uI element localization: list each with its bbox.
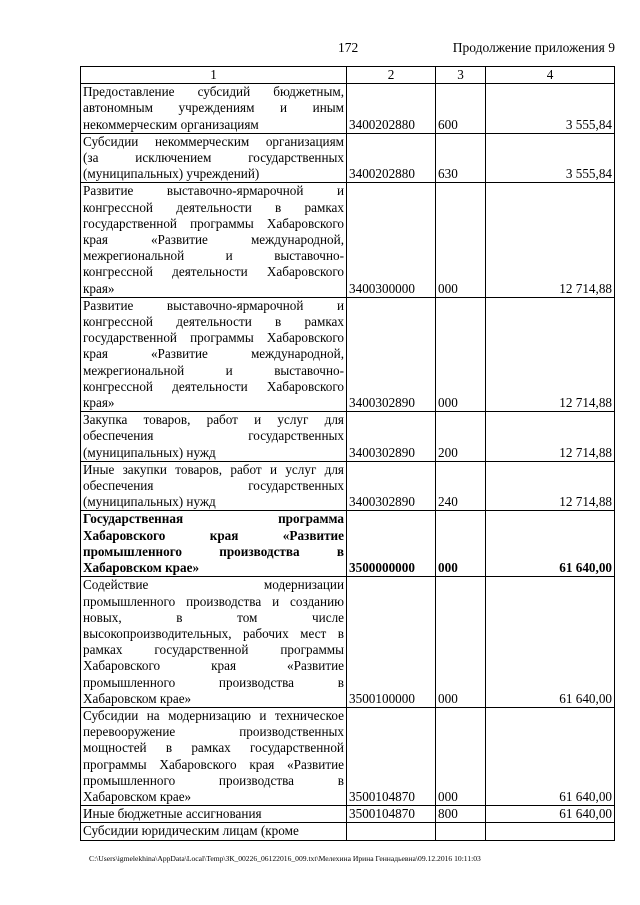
file-path-footer: C:\Users\igmelekhina\AppData\Local\Temp\ЗК_00226_06122016_009.txt\Мелехина Ирина Геннадьевна\09.12.2016 10:11:03	[89, 854, 481, 863]
amount-value: 12 714,88	[486, 412, 615, 462]
row-name-line: обеспечения государственных	[83, 478, 344, 494]
target-article-code: 3400302890	[347, 297, 436, 411]
row-name-line: Развитие выставочно-ярмарочной и	[83, 297, 344, 313]
row-name-line: межрегиональной и выставочно-	[83, 362, 344, 378]
row-name-line: автономным учреждениям и иным	[83, 100, 344, 116]
row-name-line: государственной программы Хабаровского	[83, 330, 344, 346]
budget-table	[80, 66, 615, 841]
table-row	[81, 183, 615, 297]
row-name-line: Государственная программа	[83, 511, 344, 527]
expense-type-code: 000	[436, 297, 486, 411]
row-name-cell	[81, 511, 347, 577]
expense-type-code: 600	[436, 84, 486, 134]
row-name-line: края «Развитие международной,	[83, 232, 344, 248]
row-name-line: Иные закупки товаров, работ и услуг для	[83, 461, 344, 477]
row-name-cell	[81, 84, 347, 134]
row-name-line: Закупка товаров, работ и услуг для	[83, 412, 344, 428]
row-name-line: конгрессной деятельности в рамках	[83, 314, 344, 330]
table-row	[81, 806, 615, 823]
amount-value	[486, 823, 615, 840]
table-row	[81, 823, 615, 840]
row-name-line: промышленного производства в	[83, 543, 344, 559]
row-name-line: межрегиональной и выставочно-	[83, 248, 344, 264]
amount-value: 3 555,84	[486, 84, 615, 134]
row-name-line: конгрессной деятельности Хабаровского	[83, 378, 344, 394]
target-article-code	[347, 823, 436, 840]
expense-type-code: 000	[436, 511, 486, 577]
target-article-code: 3500104870	[347, 707, 436, 805]
row-name-line: Хабаровском крае»	[83, 560, 200, 576]
amount-value: 12 714,88	[486, 183, 615, 297]
target-article-code: 3400300000	[347, 183, 436, 297]
row-name-line: (муниципальных) нужд	[83, 494, 216, 510]
table-row	[81, 297, 615, 411]
row-name-line: Иные бюджетные ассигнования	[83, 806, 262, 822]
table-header-row	[81, 67, 615, 84]
row-name-line: рамках государственной программы	[83, 642, 344, 658]
target-article-code: 3500000000	[347, 511, 436, 577]
column-header: 2	[347, 67, 436, 84]
column-header: 3	[436, 67, 486, 84]
row-name-line: государственной программы Хабаровского	[83, 215, 344, 231]
expense-type-code: 000	[436, 183, 486, 297]
row-name-line: Предоставление субсидий бюджетным,	[83, 84, 344, 100]
row-name-line: (за исключением государственных	[83, 150, 344, 166]
amount-value: 61 640,00	[486, 806, 615, 823]
amount-value: 61 640,00	[486, 707, 615, 805]
column-header: 4	[486, 67, 615, 84]
expense-type-code: 200	[436, 412, 486, 462]
row-name-line: высокопроизводительных, рабочих мест в	[83, 625, 344, 641]
row-name-cell	[81, 461, 347, 511]
amount-value: 3 555,84	[486, 133, 615, 183]
expense-type-code: 000	[436, 707, 486, 805]
column-header: 1	[81, 67, 347, 84]
table-row	[81, 412, 615, 462]
target-article-code: 3400302890	[347, 461, 436, 511]
row-name-line: конгрессной деятельности Хабаровского	[83, 264, 344, 280]
row-name-line: некоммерческим организациям	[83, 116, 259, 132]
table-row	[81, 707, 615, 805]
row-name-cell	[81, 183, 347, 297]
amount-value: 61 640,00	[486, 577, 615, 708]
amount-value: 61 640,00	[486, 511, 615, 577]
row-name-line: промышленного производства и созданию	[83, 593, 344, 609]
row-name-line: (муниципальных) нужд	[83, 444, 216, 460]
row-name-line: края»	[83, 280, 115, 296]
target-article-code: 3500104870	[347, 806, 436, 823]
table-row	[81, 461, 615, 511]
table-row	[81, 577, 615, 708]
expense-type-code: 000	[436, 577, 486, 708]
row-name-line: Субсидии на модернизацию и техническое	[83, 707, 344, 723]
row-name-line: конгрессной деятельности в рамках	[83, 199, 344, 215]
row-name-line: программы Хабаровского края «Развитие	[83, 756, 344, 772]
row-name-line: Хабаровского края «Развитие	[83, 658, 344, 674]
amount-value: 12 714,88	[486, 297, 615, 411]
row-name-line: Хабаровского края «Развитие	[83, 527, 344, 543]
row-name-line: Субсидии юридическим лицам (кроме	[83, 823, 299, 839]
row-name-line: перевооружение производственных	[83, 724, 344, 740]
row-name-line: Содействие модернизации	[83, 577, 344, 593]
expense-type-code	[436, 823, 486, 840]
expense-type-code: 240	[436, 461, 486, 511]
target-article-code: 3400202880	[347, 84, 436, 134]
row-name-cell	[81, 707, 347, 805]
row-name-line: Субсидии некоммерческим организациям	[83, 133, 344, 149]
row-name-cell	[81, 823, 347, 840]
row-name-cell	[81, 412, 347, 462]
target-article-code: 3400202880	[347, 133, 436, 183]
row-name-cell	[81, 133, 347, 183]
amount-value: 12 714,88	[486, 461, 615, 511]
row-name-line: новых, в том числе	[83, 609, 344, 625]
row-name-cell	[81, 577, 347, 708]
table-row	[81, 84, 615, 134]
row-name-line: промышленного производства в	[83, 674, 344, 690]
row-name-line: Развитие выставочно-ярмарочной и	[83, 183, 344, 199]
row-name-line: (муниципальных) учреждений)	[83, 166, 260, 182]
row-name-cell	[81, 806, 347, 823]
row-name-line: Хабаровском крае»	[83, 690, 192, 706]
expense-type-code: 800	[436, 806, 486, 823]
row-name-line: Хабаровском крае»	[83, 788, 192, 804]
row-name-line: края «Развитие международной,	[83, 346, 344, 362]
table-row	[81, 511, 615, 577]
row-name-line: мощностей в рамках государственной	[83, 740, 344, 756]
page-number: 172	[338, 40, 359, 55]
target-article-code: 3500100000	[347, 577, 436, 708]
table-row	[81, 133, 615, 183]
row-name-line: промышленного производства в	[83, 772, 344, 788]
target-article-code: 3400302890	[347, 412, 436, 462]
page-header	[0, 40, 640, 60]
continuation-label: Продолжение приложения 9	[452, 40, 615, 55]
row-name-line: края»	[83, 395, 115, 411]
expense-type-code: 630	[436, 133, 486, 183]
row-name-cell	[81, 297, 347, 411]
row-name-line: обеспечения государственных	[83, 428, 344, 444]
